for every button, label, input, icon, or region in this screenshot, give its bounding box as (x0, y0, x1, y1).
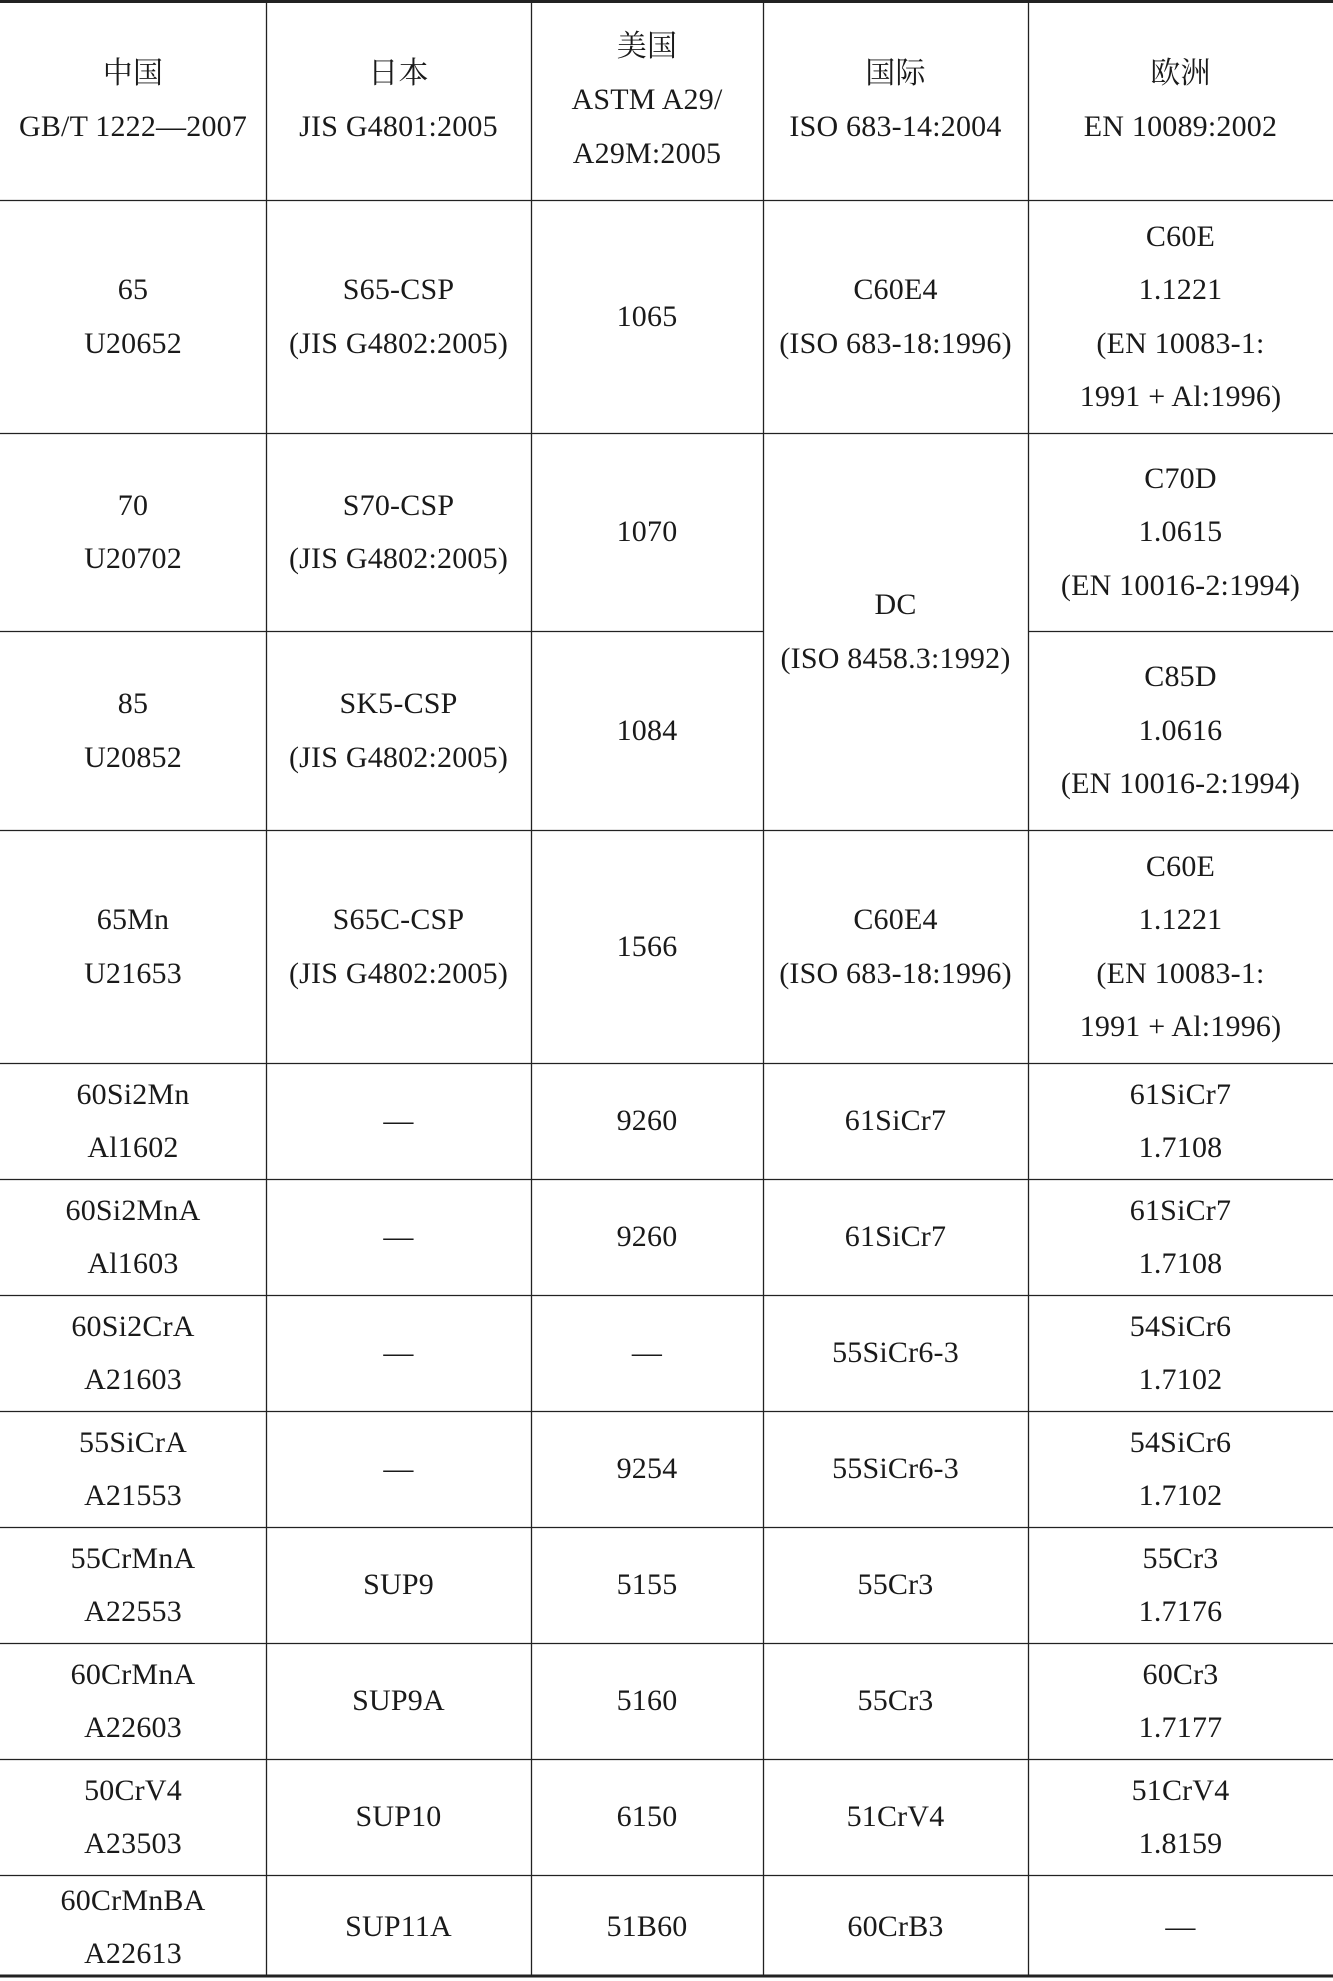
cell-line: Al1603 (87, 1247, 179, 1280)
cell-line: 1.7102 (1138, 1479, 1223, 1512)
cell-line: 5155 (616, 1568, 678, 1602)
cell-usa (531, 1411, 763, 1527)
cell-line: 60Si2CrA (71, 1309, 195, 1343)
cell-line: U20652 (84, 326, 182, 360)
cell-japan (266, 433, 531, 631)
cell-line: 1566 (616, 929, 678, 963)
cell-line: C85D (1144, 660, 1217, 694)
cell-europe (1028, 631, 1333, 830)
cell-china (0, 1179, 266, 1295)
cell-japan (266, 1295, 531, 1411)
cell-line: (JIS G4802:2005) (288, 740, 509, 774)
cell-line: 1991 + Al:1996) (1079, 380, 1282, 413)
cell-china (0, 1295, 266, 1411)
cell-line: 1.7176 (1138, 1595, 1223, 1628)
cell-line: 85 (117, 687, 149, 720)
cell-line: C60E4 (853, 273, 938, 306)
cell-line: 日本 (368, 56, 429, 90)
cell-line: 54SiCr6 (1129, 1309, 1232, 1343)
cell-usa (531, 830, 763, 1063)
cell-china (0, 1063, 266, 1179)
cell-europe (1028, 1295, 1333, 1411)
cell-europe (1028, 1179, 1333, 1295)
cell-line: C60E (1145, 219, 1216, 253)
cell-line: U21653 (84, 956, 182, 990)
cell-usa (531, 1875, 763, 1979)
cell-line: — (383, 1336, 414, 1370)
cell-japan (266, 830, 531, 1063)
cell-line: — (631, 1336, 663, 1370)
cell-line: 55SiCr6-3 (832, 1452, 959, 1486)
cell-line: SUP9A (352, 1684, 445, 1718)
cell-europe (1028, 1063, 1333, 1179)
cell-line: 60CrMnBA (60, 1883, 206, 1917)
cell-line: S65C-CSP (332, 903, 465, 936)
cell-line: A23503 (84, 1827, 182, 1860)
cell-iso (763, 200, 1028, 433)
cell-line: (EN 10016-2:1994) (1060, 767, 1301, 801)
cell-china (0, 200, 266, 433)
cell-usa (531, 433, 763, 631)
cell-japan (266, 1875, 531, 1979)
cell-line: (ISO 8458.3:1992) (780, 641, 1011, 675)
cell-japan (266, 1411, 531, 1527)
cell-line: 61SiCr7 (1129, 1193, 1232, 1227)
cell-line: 1.1221 (1138, 273, 1223, 306)
cell-japan (266, 1759, 531, 1875)
cell-japan (266, 1063, 531, 1179)
cell-line: 70 (117, 488, 149, 522)
cell-usa (531, 1759, 763, 1875)
cell-line: A21553 (84, 1479, 182, 1512)
cell-line: 55Cr3 (1142, 1541, 1219, 1575)
cell-line: 61SiCr7 (844, 1220, 947, 1254)
cell-line: (ISO 683-18:1996) (779, 956, 1012, 990)
cell-line: A22603 (84, 1711, 182, 1744)
cell-line: 1.7108 (1138, 1247, 1223, 1280)
header-cell-china (0, 0, 266, 200)
cell-line: 55CrMnA (70, 1541, 196, 1575)
cell-line: 54SiCr6 (1129, 1425, 1232, 1459)
cell-line: 65Mn (96, 903, 170, 936)
cell-line: 1.8159 (1138, 1827, 1223, 1860)
cell-line: 1.7108 (1138, 1131, 1223, 1164)
cell-line: S65-CSP (342, 273, 455, 306)
cell-china (0, 1875, 266, 1979)
cell-line: 60Si2MnA (65, 1193, 201, 1227)
cell-line: 国际 (865, 56, 926, 90)
cell-line: 1065 (616, 299, 678, 333)
cell-line: 51CrV4 (1131, 1773, 1230, 1807)
cell-line: 中国 (102, 56, 164, 90)
cell-line: 60CrB3 (847, 1910, 944, 1944)
cell-line: (EN 10083-1: (1096, 326, 1265, 360)
cell-europe (1028, 433, 1333, 631)
cell-japan (266, 631, 531, 830)
cell-iso (763, 1063, 1028, 1179)
cell-line: (EN 10083-1: (1096, 956, 1265, 990)
cell-china (0, 631, 266, 830)
cell-iso (763, 1527, 1028, 1643)
cell-line: (JIS G4802:2005) (288, 542, 509, 575)
cell-iso (763, 1295, 1028, 1411)
cell-line: (EN 10016-2:1994) (1060, 568, 1301, 602)
cell-line: 55Cr3 (857, 1684, 934, 1718)
cell-china (0, 1759, 266, 1875)
cell-usa (531, 1527, 763, 1643)
cell-line: 9254 (616, 1452, 678, 1486)
cell-line: (JIS G4802:2005) (288, 956, 509, 990)
cell-europe (1028, 200, 1333, 433)
cell-line: 1070 (616, 515, 678, 549)
cell-line: 美国 (616, 29, 678, 63)
cell-line: S70-CSP (342, 488, 455, 522)
cell-line: SK5-CSP (339, 687, 458, 720)
cell-line: 51B60 (606, 1910, 688, 1944)
cell-usa (531, 1295, 763, 1411)
cell-usa (531, 1643, 763, 1759)
cell-europe (1028, 1759, 1333, 1875)
header-cell-europe (1028, 0, 1333, 200)
header-cell-usa (531, 0, 763, 200)
header-cell-iso (763, 0, 1028, 200)
cell-line: A21603 (84, 1363, 182, 1396)
cell-usa (531, 200, 763, 433)
cell-line: C60E4 (853, 903, 938, 936)
cell-line: (JIS G4802:2005) (288, 326, 509, 360)
cell-line: 1991 + Al:1996) (1079, 1010, 1282, 1043)
cell-usa (531, 631, 763, 830)
cell-china (0, 1527, 266, 1643)
cell-line: — (383, 1220, 414, 1254)
cell-line: — (1165, 1910, 1196, 1944)
header-cell-japan (266, 0, 531, 200)
cell-line: A29M:2005 (572, 136, 722, 170)
cell-line: 60Si2Mn (76, 1077, 190, 1111)
cell-line: C60E (1145, 849, 1216, 883)
cell-line: A22613 (84, 1937, 182, 1970)
cell-line: 1.0616 (1138, 713, 1223, 747)
cell-line: 1.0615 (1138, 515, 1223, 549)
cell-line: 1084 (616, 713, 678, 747)
cell-line: 60CrMnA (70, 1657, 196, 1691)
cell-line: ISO 683-14:2004 (789, 110, 1002, 143)
cell-line: Al1602 (87, 1131, 179, 1164)
cell-line: 9260 (616, 1104, 678, 1138)
cell-line: 61SiCr7 (1129, 1077, 1232, 1111)
cell-iso (763, 433, 1028, 830)
cell-line: 55SiCrA (78, 1425, 188, 1459)
cell-line: 1.1221 (1138, 903, 1223, 936)
cell-line: SUP9 (363, 1568, 434, 1602)
cell-iso (763, 1759, 1028, 1875)
cell-line: 50CrV4 (84, 1773, 182, 1807)
cell-line: C70D (1144, 461, 1217, 495)
cell-line: 5160 (616, 1684, 678, 1718)
cell-line: GB/T 1222—2007 (18, 110, 248, 143)
cell-europe (1028, 830, 1333, 1063)
cell-line: — (383, 1104, 414, 1138)
cell-europe (1028, 1527, 1333, 1643)
cell-line: SUP10 (355, 1800, 442, 1834)
cell-japan (266, 1643, 531, 1759)
cell-line: A22553 (84, 1595, 182, 1628)
cell-line: 1.7177 (1138, 1711, 1223, 1744)
cell-line: 61SiCr7 (844, 1104, 947, 1138)
cell-line: U20852 (84, 740, 182, 774)
cell-line: 55Cr3 (857, 1568, 934, 1602)
cell-europe (1028, 1411, 1333, 1527)
cell-line: JIS G4801:2005 (299, 110, 498, 143)
cell-usa (531, 1179, 763, 1295)
cell-europe (1028, 1643, 1333, 1759)
cell-line: — (383, 1452, 414, 1486)
cell-line: (ISO 683-18:1996) (779, 326, 1012, 360)
cell-line: 9260 (616, 1220, 678, 1254)
cell-line: 51CrV4 (846, 1800, 945, 1834)
cell-line: DC (874, 588, 917, 621)
cell-japan (266, 1179, 531, 1295)
cell-line: 1.7102 (1138, 1363, 1223, 1396)
cell-line: 6150 (616, 1800, 678, 1834)
cell-china (0, 433, 266, 631)
cell-iso (763, 1411, 1028, 1527)
cell-iso (763, 1179, 1028, 1295)
cell-iso (763, 1643, 1028, 1759)
cell-line: 60Cr3 (1142, 1657, 1219, 1691)
cell-japan (266, 1527, 531, 1643)
cell-line: 55SiCr6-3 (832, 1336, 959, 1370)
cell-europe (1028, 1875, 1333, 1979)
cell-iso (763, 1875, 1028, 1979)
cell-line: EN 10089:2002 (1083, 110, 1278, 143)
cell-japan (266, 200, 531, 433)
cell-china (0, 1411, 266, 1527)
cell-china (0, 830, 266, 1063)
cell-line: SUP11A (345, 1910, 452, 1944)
cell-usa (531, 1063, 763, 1179)
cell-line: U20702 (84, 542, 182, 575)
cell-line: 欧洲 (1150, 56, 1211, 90)
cell-china (0, 1643, 266, 1759)
cell-iso (763, 830, 1028, 1063)
cell-line: ASTM A29/ (571, 83, 723, 117)
cell-line: 65 (117, 273, 149, 306)
